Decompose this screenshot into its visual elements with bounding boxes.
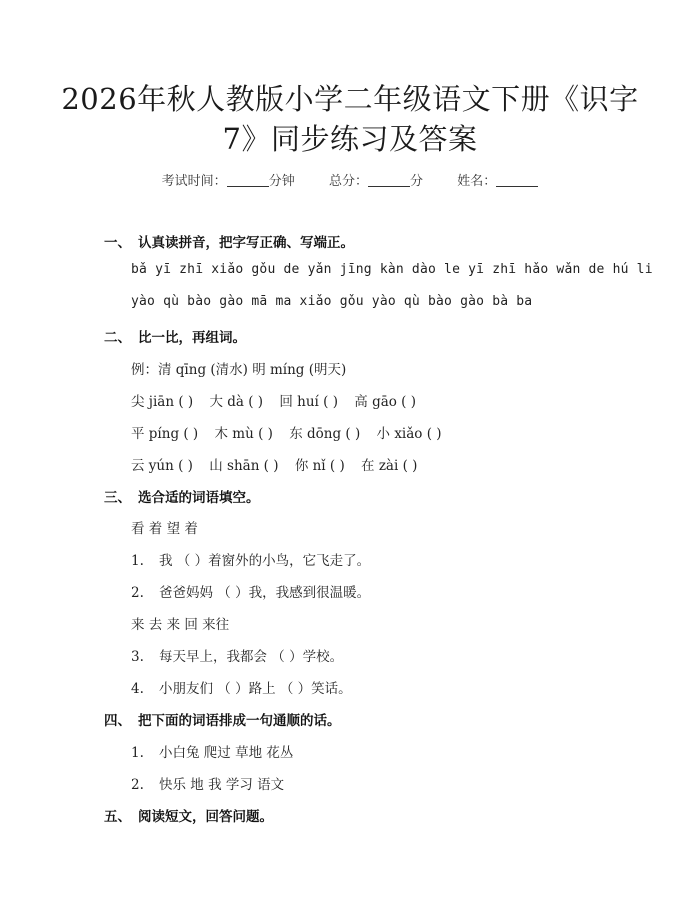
example-line: 例：清 qīng (清水) 明 míng (明天) xyxy=(131,362,347,378)
word-row-3 xyxy=(131,454,417,474)
word-item: 小 xiǎo ( ) xyxy=(376,426,442,442)
section-2-heading xyxy=(104,326,246,346)
section-title: 选合适的词语填空。 xyxy=(138,490,260,506)
section-title: 把下面的词语排成一句通顺的话。 xyxy=(138,713,341,729)
pinyin-line-1: bǎ yī zhī xiǎo gǒu de yǎn jīng kàn dào le yī zhī hǎo wǎn de hú li xyxy=(131,262,653,277)
question-text: 小白兔 爬过 草地 花丛 xyxy=(159,745,294,761)
section-number: 五、 xyxy=(104,809,131,825)
name-label: 姓名： xyxy=(457,174,497,189)
question-number: 2. xyxy=(131,585,144,601)
word-item: 高 gāo ( ) xyxy=(354,394,417,410)
question-3-3 xyxy=(131,645,343,665)
page-title-line1: 2026年秋人教版小学二年级语文下册《识字 xyxy=(61,82,639,116)
section-title: 认真读拼音，把字写正确、写端正。 xyxy=(138,235,354,251)
word-item: 东 dōng ( ) xyxy=(289,426,361,442)
score-blank[interactable] xyxy=(368,174,410,187)
question-text: 快乐 地 我 学习 语文 xyxy=(159,777,285,793)
question-number: 3. xyxy=(131,649,144,665)
section-title: 阅读短文，回答问题。 xyxy=(138,809,273,825)
question-text: 爸爸妈妈 （ ）我，我感到很温暖。 xyxy=(159,585,371,601)
word-item: 你 nǐ ( ) xyxy=(294,458,345,474)
word-row-2 xyxy=(131,422,442,442)
word-bank-2: 来 去 来 回 来往 xyxy=(131,617,230,633)
exam-meta xyxy=(0,170,700,189)
word-item: 平 píng ( ) xyxy=(131,426,199,442)
word-item: 云 yún ( ) xyxy=(131,458,193,474)
section-number: 二、 xyxy=(104,330,131,346)
section-title: 比一比，再组词。 xyxy=(138,330,246,346)
section-4-heading xyxy=(104,709,341,729)
question-text: 小朋友们 （ ）路上 （ ）笑话。 xyxy=(159,681,352,697)
section-5-heading xyxy=(104,805,273,825)
word-item: 在 zài ( ) xyxy=(361,458,418,474)
question-text: 每天早上，我都会 （ ）学校。 xyxy=(159,649,344,665)
page-title-line2: 7》同步练习及答案 xyxy=(222,122,478,156)
question-3-2 xyxy=(131,581,370,601)
word-item: 山 shān ( ) xyxy=(209,458,279,474)
question-3-4 xyxy=(131,677,352,697)
question-number: 1. xyxy=(131,553,144,569)
question-4-2 xyxy=(131,773,284,793)
question-number: 2. xyxy=(131,777,144,793)
word-item: 回 huí ( ) xyxy=(279,394,338,410)
score-unit: 分 xyxy=(410,174,424,189)
pinyin-line-2: yào qù bào gào mā ma xiǎo gǒu yào qù bào gào bà ba xyxy=(131,294,533,309)
question-number: 4. xyxy=(131,681,144,697)
word-bank-1: 看 着 望 着 xyxy=(131,521,198,537)
section-number: 一、 xyxy=(104,235,131,251)
section-3-heading xyxy=(104,486,260,506)
time-blank[interactable] xyxy=(227,174,269,187)
score-label: 总分： xyxy=(328,174,368,189)
section-number: 四、 xyxy=(104,713,131,729)
time-unit: 分钟 xyxy=(268,174,295,189)
question-3-1 xyxy=(131,549,370,569)
question-number: 1. xyxy=(131,745,144,761)
question-4-1 xyxy=(131,741,293,761)
time-label: 考试时间： xyxy=(161,174,227,189)
word-item: 大 dà ( ) xyxy=(209,394,264,410)
word-item: 木 mù ( ) xyxy=(214,426,273,442)
name-blank[interactable] xyxy=(496,174,538,187)
section-1-heading xyxy=(104,231,354,251)
section-number: 三、 xyxy=(104,490,131,506)
question-text: 我 （ ）着窗外的小鸟，它飞走了。 xyxy=(159,553,371,569)
word-item: 尖 jiān ( ) xyxy=(131,394,194,410)
word-row-1 xyxy=(131,390,416,410)
